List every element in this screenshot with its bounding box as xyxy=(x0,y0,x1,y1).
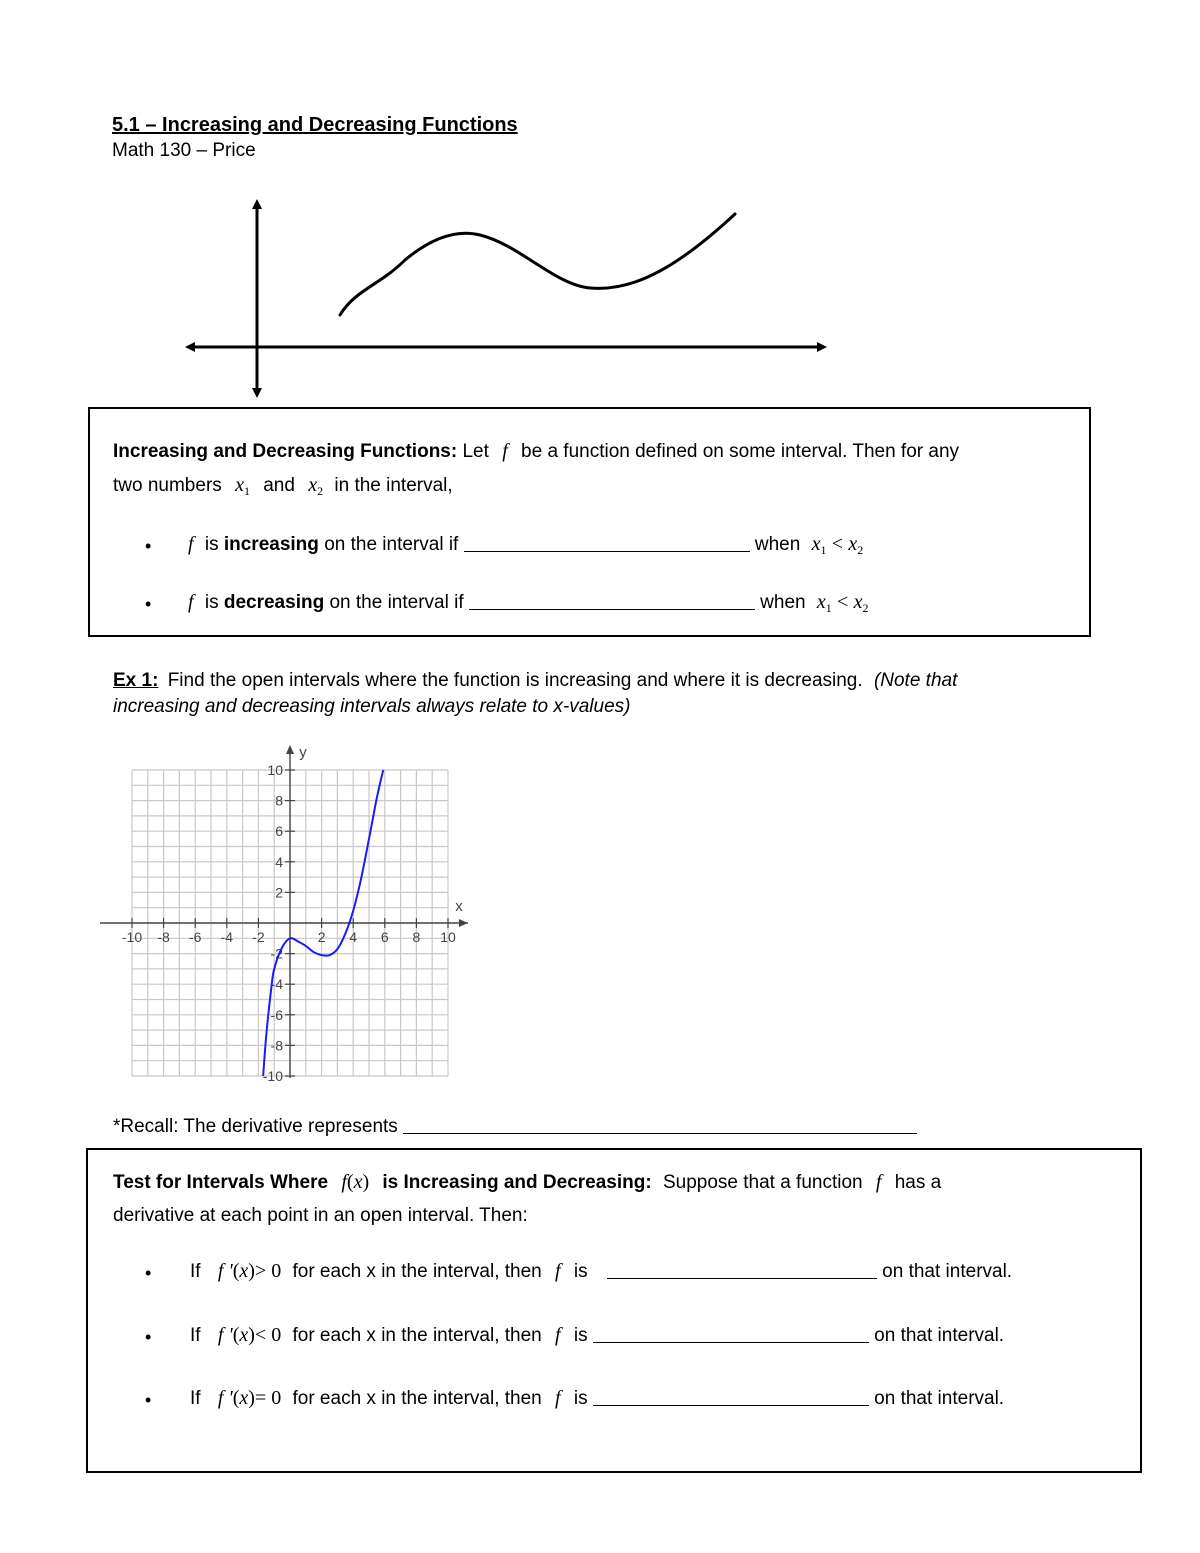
x-tick-label: 6 xyxy=(380,929,389,945)
x-tick-label: 2 xyxy=(317,929,326,945)
x-axis-arrow xyxy=(459,919,468,927)
definition-heading: Increasing and Decreasing Functions: xyxy=(113,441,458,462)
test-intro-line2: derivative at each point in an open interval. Then: xyxy=(113,1205,528,1226)
x-axis-label: x xyxy=(455,898,463,915)
bullet-dot: • xyxy=(145,594,152,614)
bullet-dot: • xyxy=(145,1390,152,1410)
y-tick-label: -4 xyxy=(270,976,283,993)
example1-line1: Ex 1: Find the open intervals where the function is increasing and where it is decreasing. (Note that xyxy=(113,670,958,691)
definition-intro-line2: two numbers $x_1$ and $x_2$ in the interval, xyxy=(113,474,453,498)
y-tick-label: -6 xyxy=(270,1006,283,1023)
f-symbol: f xyxy=(502,440,508,462)
test-box xyxy=(86,1148,1142,1473)
bullet-dot: • xyxy=(145,1263,152,1283)
x-tick-label: 4 xyxy=(349,929,358,945)
y-tick-label: 2 xyxy=(275,884,283,901)
answer-blank[interactable] xyxy=(469,592,755,610)
x-tick-label: -4 xyxy=(220,929,234,945)
y-tick-label: 10 xyxy=(267,762,283,778)
test-bullet-negative: If f '(x)< 0 for each x in the interval, then f is on that interval. xyxy=(190,1324,1005,1346)
answer-blank[interactable] xyxy=(593,1325,869,1343)
sketch-graph xyxy=(180,190,840,410)
definition-intro-line1: Increasing and Decreasing Functions: Let f be a function defined on some interval. Then for any xyxy=(113,440,960,462)
y-tick-label: -8 xyxy=(270,1037,283,1054)
answer-blank[interactable] xyxy=(593,1388,869,1406)
y-tick-label: -2 xyxy=(270,945,283,962)
y-axis-arrow xyxy=(286,745,294,754)
bullet-dot: • xyxy=(145,1327,152,1347)
x-tick-label: -2 xyxy=(252,929,265,945)
y-axis-label: y xyxy=(299,744,307,761)
example1-note: increasing and decreasing intervals always relate to x-values) xyxy=(113,696,631,717)
page-title: 5.1 – Increasing and Decreasing Functions xyxy=(112,114,518,136)
x-tick-label: 10 xyxy=(440,929,456,945)
answer-blank[interactable] xyxy=(403,1116,917,1134)
y-tick-label: -10 xyxy=(262,1068,283,1084)
recall-line: *Recall: The derivative represents xyxy=(113,1116,917,1138)
test-heading-line: Test for Intervals Where f(x) is Increasing and Decreasing: Suppose that a function f has a xyxy=(113,1171,942,1193)
x-tick-label: 8 xyxy=(412,929,421,945)
sketch-curve xyxy=(340,214,735,315)
x-tick-label: -6 xyxy=(188,929,202,945)
example1-chart xyxy=(100,735,490,1085)
x-tick-label: -8 xyxy=(157,929,170,945)
y-tick-label: 4 xyxy=(275,853,283,870)
x-tick-label: -10 xyxy=(121,929,143,945)
test-bullet-positive: If f '(x)> 0 for each x in the interval, then f is on that interval. xyxy=(190,1260,1013,1282)
answer-blank[interactable] xyxy=(607,1261,877,1279)
bullet-dot: • xyxy=(145,536,152,556)
course-subtitle: Math 130 – Price xyxy=(112,140,256,161)
y-tick-label: 8 xyxy=(275,792,283,809)
test-bullet-zero: If f '(x)= 0 for each x in the interval, then f is on that interval. xyxy=(190,1387,1005,1409)
example1-label: Ex 1: xyxy=(113,670,159,691)
y-tick-label: 6 xyxy=(275,823,283,840)
definition-bullet-decreasing: f is decreasing on the interval if when $x_1 < x_2$ xyxy=(188,591,869,615)
definition-bullet-increasing: f is increasing on the interval if when $x_1 < x_2$ xyxy=(188,533,864,557)
answer-blank[interactable] xyxy=(464,534,750,552)
